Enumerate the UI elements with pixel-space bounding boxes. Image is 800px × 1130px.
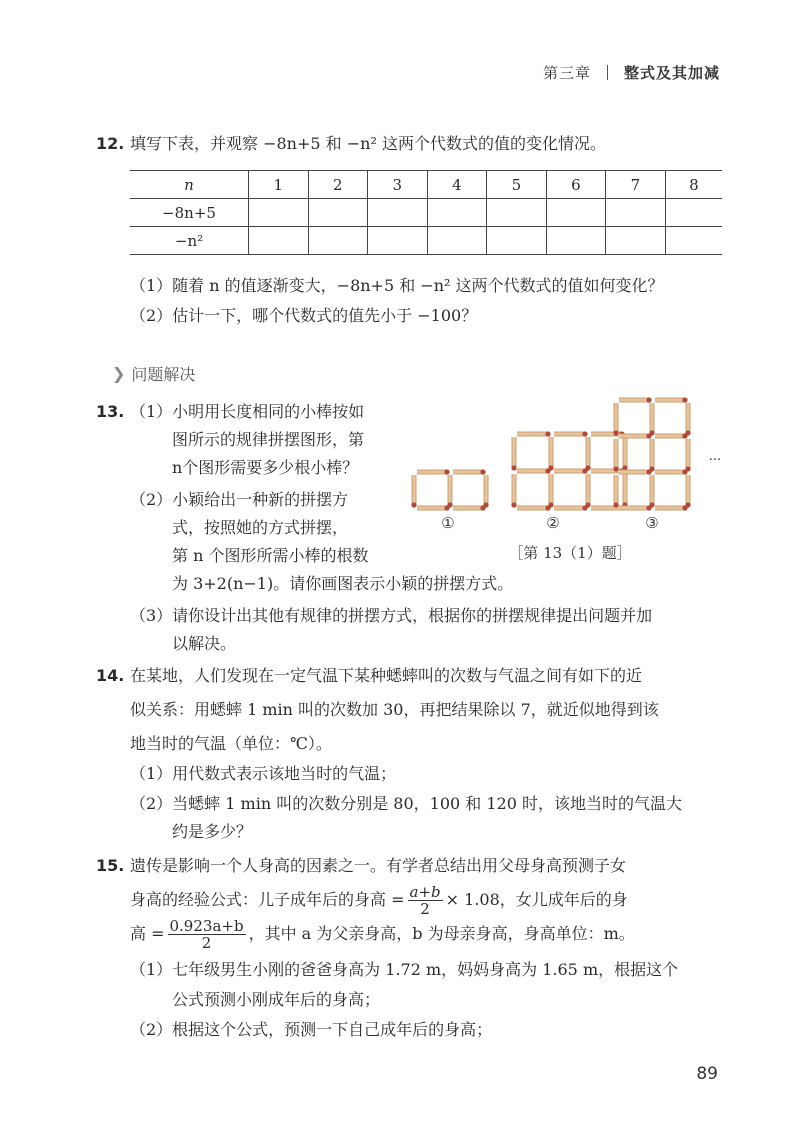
q13-sub2-line1: （2）小颖给出一种新的拼摆方 — [130, 490, 349, 509]
table-cell — [249, 199, 309, 227]
table-cell — [249, 227, 309, 255]
q12-stem: 填写下表，并观察 −8n+5 和 −n² 这两个代数式的值的变化情况。 — [130, 134, 606, 153]
q15-line1: 遗传是影响一个人身高的因素之一。有学者总结出用父母身高预测子女 — [130, 856, 627, 875]
running-header — [543, 62, 720, 83]
q15-sub2: （2）根据这个公式，预测一下自己成年后的身高； — [130, 1020, 493, 1039]
matchstick-head — [649, 502, 654, 507]
q14-sub2-line1: （2）当蟋蟀 1 min 叫的次数分别是 80，100 和 120 时，该地当时的气温大 — [130, 794, 682, 813]
q13-sub1-line3: n个图形需要多少根小棒？ — [172, 458, 359, 477]
q13-sub2-line3: 第 n 个图形所需小棒的根数 — [172, 546, 369, 565]
q15-line2-pre: 身高的经验公式：儿子成年后的身高 = — [130, 890, 405, 909]
table-cell — [665, 199, 722, 227]
fraction-numerator: a+b — [409, 882, 441, 901]
q15-line2-post: × 1.08，女儿成年后的身 — [445, 890, 628, 909]
fraction-numerator: 0.923a+b — [169, 916, 244, 935]
q14-sub2-line2: 约是多少？ — [172, 822, 253, 841]
q14-stem-line2: 似关系：用蟋蟀 1 min 叫的次数加 30，再把结果除以 7，就近似地得到该 — [130, 700, 659, 719]
matchstick-head — [649, 466, 654, 471]
table-cell — [487, 199, 547, 227]
q12-number: 12. — [96, 134, 125, 153]
table-cell — [427, 199, 487, 227]
figure-label-1: ① — [441, 514, 455, 532]
formula-fraction-son — [408, 884, 443, 917]
table-header-row — [130, 171, 722, 199]
matchstick-head — [613, 502, 618, 507]
header-divider — [607, 65, 608, 80]
matchstick-head — [682, 397, 687, 402]
page-number: 89 — [696, 1064, 718, 1084]
q15-sub1-line2: 公式预测小刚成年后的身高； — [172, 990, 381, 1009]
formula-fraction-daughter — [168, 918, 246, 951]
q12-sub1: （1）随着 n 的值逐渐变大，−8n+5 和 −n² 这两个代数式的值如何变化？ — [130, 276, 664, 295]
table-cell — [427, 227, 487, 255]
q13-number: 13. — [96, 402, 125, 421]
figure-caption: ［第 13（1）题］ — [508, 544, 632, 562]
table-col-7: 7 — [606, 171, 666, 199]
matchstick-head — [480, 469, 485, 474]
section-title: 问题解决 — [131, 365, 196, 384]
q15-line3 — [130, 914, 635, 954]
q14-stem-line3: 地当时的气温（单位：℃）。 — [130, 734, 332, 753]
table-row-label-expr2: −n² — [130, 227, 249, 255]
q13-sub3-line1: （3）请你设计出其他有规律的拼摆方式，根据你的拼摆规律提出问题并加 — [130, 606, 653, 625]
q12-table — [130, 170, 722, 255]
fraction-denominator: 2 — [420, 899, 430, 918]
section-heading — [112, 362, 195, 385]
matchstick-head — [483, 502, 488, 507]
table-cell — [606, 227, 666, 255]
fraction-denominator: 2 — [201, 933, 212, 952]
matchstick-patterns — [411, 397, 690, 510]
table-row — [130, 227, 722, 255]
table-col-4: 4 — [427, 171, 487, 199]
table-cell — [368, 227, 428, 255]
matchstick-head — [649, 430, 654, 435]
matchstick-head — [585, 465, 590, 470]
q15-line3-post: ，其中 a 为父亲身高，b 为母亲身高，身高单位：m。 — [248, 924, 635, 943]
q13-sub1-line1: （1）小明用长度相同的小棒按如 — [130, 402, 365, 421]
table-cell — [487, 227, 547, 255]
table-cell — [368, 199, 428, 227]
q15-sub1-line1: （1）七年级男生小刚的爸爸身高为 1.72 m，妈妈身高为 1.65 m，根据这个 — [130, 960, 679, 979]
q13-sub2-line4: 为 3+2(n−1)。请你画图表示小颖的拼摆方式。 — [172, 574, 514, 593]
table-col-5: 5 — [487, 171, 547, 199]
table-col-1: 1 — [249, 171, 309, 199]
q14-stem-line1: 在某地，人们发现在一定气温下某种蟋蟀叫的次数与气温之间有如下的近 — [130, 666, 643, 685]
table-cell — [665, 227, 722, 255]
table-cell — [606, 199, 666, 227]
chapter-title: 整式及其加减 — [623, 64, 720, 82]
table-cell — [546, 199, 606, 227]
matchstick-head — [585, 502, 590, 507]
q14-number: 14. — [96, 666, 125, 685]
q15-line3-pre: 高 = — [130, 924, 165, 943]
table-col-2: 2 — [308, 171, 368, 199]
figure-ellipsis: ··· — [708, 453, 722, 468]
table-header-n: n — [130, 171, 249, 199]
matchstick-head — [447, 502, 452, 507]
matchstick-head — [646, 397, 651, 402]
table-col-3: 3 — [368, 171, 428, 199]
matchstick-head — [685, 466, 690, 471]
matchstick-figure — [400, 392, 730, 582]
table-col-8: 8 — [665, 171, 722, 199]
matchstick-head — [511, 502, 516, 507]
q12-sub2: （2）估计一下，哪个代数式的值先小于 −100？ — [130, 306, 478, 325]
table-row — [130, 199, 722, 227]
chevron-right-icon: ❯ — [112, 364, 126, 383]
table-cell — [546, 227, 606, 255]
chapter-label: 第三章 — [542, 64, 591, 82]
matchstick-head — [548, 465, 553, 470]
q13-sub1-line2: 图所示的规律拼摆图形，第 — [172, 430, 365, 449]
figure-label-2: ② — [546, 514, 560, 532]
matchstick-head — [685, 430, 690, 435]
q15-number: 15. — [96, 856, 125, 875]
matchstick-head — [511, 465, 516, 470]
matchstick-head — [613, 466, 618, 471]
q13-sub2-line2: 式，按照她的方式拼摆， — [172, 518, 349, 537]
figure-label-3: ③ — [645, 514, 659, 532]
matchstick-head — [545, 431, 550, 436]
q14-sub1: （1）用代数式表示该地当时的气温； — [130, 764, 397, 783]
matchstick-head — [582, 431, 587, 436]
table-cell — [308, 227, 368, 255]
table-col-6: 6 — [546, 171, 606, 199]
matchstick-head — [685, 502, 690, 507]
matchstick-head — [548, 502, 553, 507]
matchstick-head — [444, 469, 449, 474]
table-row-label-expr1: −8n+5 — [130, 199, 249, 227]
q13-sub3-line2: 以解决。 — [172, 634, 237, 653]
table-cell — [308, 199, 368, 227]
matchstick-head — [411, 502, 416, 507]
matchstick-head — [613, 430, 618, 435]
